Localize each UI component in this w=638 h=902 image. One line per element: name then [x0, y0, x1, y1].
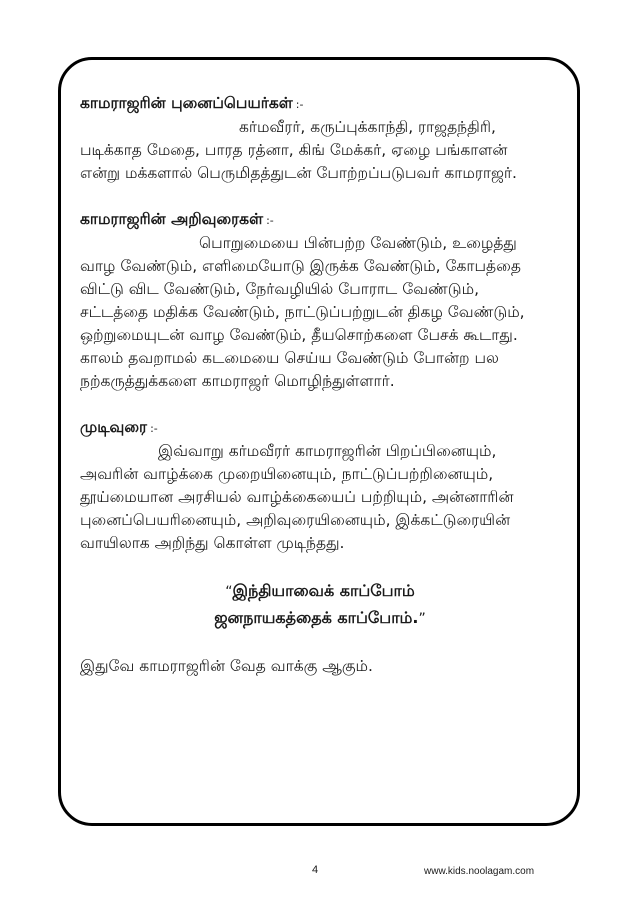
pseudonyms-line: கர்மவீரர், கருப்புக்காந்தி, ராஜதந்திரி, [239, 118, 496, 136]
conclusion-line: புனைப்பெயரினையும், அறிவுரையினையும், இக்கட்டுரையின் [80, 511, 511, 529]
advice-line: சட்டத்தை மதிக்க வேண்டும், நாட்டுப்பற்றுடன் திகழ வேண்டும், [80, 303, 525, 321]
conclusion-title-suffix: :- [150, 422, 158, 435]
advice-title: காமராஜரின் அறிவுரைகள் [80, 210, 264, 228]
advice-line: நற்கருத்துக்களை காமராஜர் மொழிந்துள்ளார். [80, 372, 395, 390]
advice-line: காலம் தவறாமல் கடமையை செய்ய வேண்டும் போன்ற பல [80, 349, 499, 367]
page-number: 4 [312, 864, 319, 876]
website-link[interactable]: www.kids.noolagam.com [424, 866, 535, 877]
pseudonyms-line: படிக்காத மேதை, பாரத ரத்னா, கிங் மேக்கர், ஏழை பங்காளன் [80, 141, 508, 159]
slogan-text-1: இந்தியாவைக் காப்போம் [232, 581, 415, 600]
slogan-close-quote: ” [418, 611, 426, 627]
advice-heading [80, 208, 560, 232]
advice-line: ஒற்றுமையுடன் வாழ வேண்டும், தீயசொற்களை பேசக் கூடாது. [80, 326, 518, 344]
document-body [80, 92, 560, 678]
conclusion-title: முடிவுரை [80, 418, 148, 436]
slogan-text-2: ஜனநாயகத்தைக் காப்போம். [214, 608, 419, 627]
slogan-line-1 [80, 578, 560, 605]
pseudonyms-line: என்று மக்களால் பெருமிதத்துடன் போற்றப்படுபவர் காமராஜர். [80, 164, 517, 182]
slogan-line-2 [80, 605, 560, 632]
slogan-open-quote: “ [225, 584, 233, 600]
pseudonyms-title-suffix: :- [295, 98, 304, 111]
advice-title-suffix: :- [266, 214, 274, 227]
pseudonyms-title: காமராஜரின் புனைப்பெயர்கள் [80, 94, 293, 112]
advice-line: பொறுமையை பின்பற்ற வேண்டும், உழைத்து [199, 234, 517, 252]
conclusion-line: இவ்வாறு கர்மவீரர் காமராஜரின் பிறப்பினையும், [158, 442, 497, 460]
conclusion-line: தூய்மையான அரசியல் வாழ்க்கையைப் பற்றியும், அன்னாரின் [80, 488, 514, 506]
conclusion-heading [80, 416, 560, 440]
closing-line: இதுவே காமராஜரின் வேத வாக்கு ஆகும். [80, 657, 373, 675]
advice-line: வாழ வேண்டும், எளிமையோடு இருக்க வேண்டும், கோபத்தை [80, 257, 521, 275]
conclusion-line: வாயிலாக அறிந்து கொள்ள முடிந்தது. [80, 534, 345, 552]
pseudonyms-heading [80, 92, 560, 116]
advice-line: விட்டு விட வேண்டும், நேர்வழியில் போராட வேண்டும், [80, 280, 479, 298]
conclusion-line: அவரின் வாழ்க்கை முறையினையும், நாட்டுப்பற்றினையும், [80, 465, 494, 483]
